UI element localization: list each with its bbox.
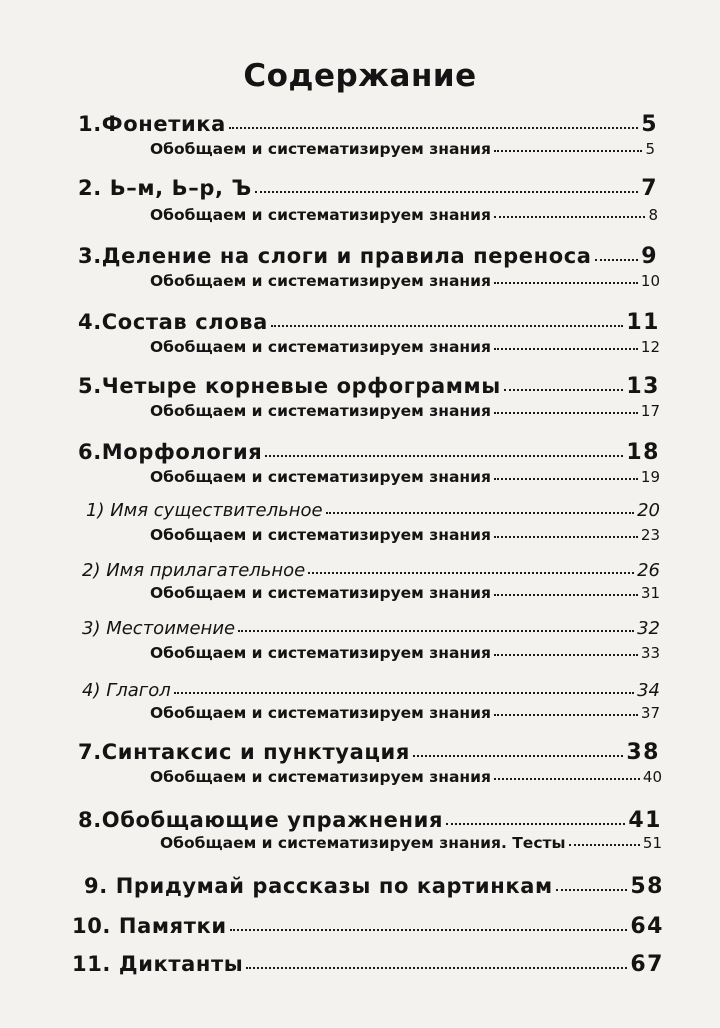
dot-leader xyxy=(569,844,640,846)
toc-subentry-page: 31 xyxy=(640,584,660,602)
dot-leader xyxy=(494,282,638,284)
toc-entry-page: 11 xyxy=(626,310,660,335)
toc-subentry xyxy=(150,768,662,786)
toc-subentry-page: 10 xyxy=(640,272,660,290)
toc-subentry-label: Обобщаем и систематизируем знания xyxy=(150,272,491,290)
dot-leader xyxy=(494,412,638,414)
dot-leader xyxy=(494,594,638,596)
toc-subentry-label: Обобщаем и систематизируем знания xyxy=(150,526,491,544)
toc-entry xyxy=(78,176,658,201)
toc-subentry-page: 5 xyxy=(645,140,655,158)
toc-section xyxy=(86,500,660,521)
dot-leader xyxy=(556,889,628,891)
toc-entry xyxy=(78,310,660,335)
toc-entry xyxy=(78,112,658,137)
toc-subentry-page: 33 xyxy=(640,644,660,662)
toc-section xyxy=(82,618,660,639)
dot-leader xyxy=(595,259,639,261)
toc-entry xyxy=(84,874,664,899)
toc-section xyxy=(82,680,660,701)
toc-entry-page: 67 xyxy=(630,952,664,977)
toc-section-page: 26 xyxy=(637,560,660,581)
toc-subentry xyxy=(150,584,660,602)
page-title: Содержание xyxy=(243,58,477,94)
toc-subentry-page: 40 xyxy=(642,768,662,786)
dot-leader xyxy=(494,150,643,152)
toc-entry-page: 58 xyxy=(630,874,664,899)
toc-subentry xyxy=(150,206,658,224)
toc-subentry-label: Обобщаем и систематизируем знания. Тесты xyxy=(160,834,566,852)
toc-entry xyxy=(78,808,662,833)
dot-leader xyxy=(229,127,638,129)
toc-entry-page: 64 xyxy=(630,914,664,939)
toc-subentry-label: Обобщаем и систематизируем знания xyxy=(150,584,491,602)
toc-section xyxy=(82,560,660,581)
toc-entry-page: 9 xyxy=(641,244,658,269)
toc-subentry xyxy=(150,704,660,722)
toc-subentry-label: Обобщаем и систематизируем знания xyxy=(150,768,491,786)
dot-leader xyxy=(494,478,638,480)
toc-entry-label: 7.Синтаксис и пунктуация xyxy=(78,740,410,764)
toc-entry-label: 5.Четыре корневые орфограммы xyxy=(78,374,501,398)
toc-subentry xyxy=(150,402,660,420)
dot-leader xyxy=(271,325,623,327)
toc-entry-label: 9. Придумай рассказы по картинкам xyxy=(84,874,553,898)
toc-section-page: 32 xyxy=(637,618,660,639)
toc-subentry-label: Обобщаем и систематизируем знания xyxy=(150,140,491,158)
toc-subentry xyxy=(150,272,660,290)
toc-subentry xyxy=(160,834,662,852)
toc-subentry-label: Обобщаем и систематизируем знания xyxy=(150,402,491,420)
toc-entry xyxy=(78,374,660,399)
toc-entry-label: 8.Обобщающие упражнения xyxy=(78,808,444,832)
toc-section-label: 4) Глагол xyxy=(82,680,171,701)
toc-entry-page: 5 xyxy=(641,112,658,137)
toc-subentry xyxy=(150,140,655,158)
dot-leader xyxy=(494,654,638,656)
toc-subentry-label: Обобщаем и систематизируем знания xyxy=(150,704,491,722)
toc-section-page: 20 xyxy=(637,500,660,521)
dot-leader xyxy=(308,572,634,574)
toc-entry-page: 7 xyxy=(641,176,658,201)
dot-leader xyxy=(255,191,638,193)
toc-entry-page: 41 xyxy=(628,808,662,833)
dot-leader xyxy=(494,348,638,350)
toc-entry-label: 2. Ь–м, Ь–р, Ъ xyxy=(78,176,252,200)
toc-entry xyxy=(78,740,660,765)
toc-subentry xyxy=(150,338,660,356)
toc-entry-label: 1.Фонетика xyxy=(78,112,226,136)
toc-entry xyxy=(78,440,660,465)
toc-entry-page: 18 xyxy=(626,440,660,465)
dot-leader xyxy=(494,536,638,538)
dot-leader xyxy=(265,455,623,457)
toc-subentry-page: 8 xyxy=(648,206,658,224)
toc-subentry-page: 12 xyxy=(640,338,660,356)
toc-subentry-page: 37 xyxy=(640,704,660,722)
toc-subentry-page: 17 xyxy=(640,402,660,420)
toc-subentry xyxy=(150,468,660,486)
dot-leader xyxy=(446,823,625,825)
toc-subentry-page: 23 xyxy=(640,526,660,544)
dot-leader xyxy=(504,389,624,391)
dot-leader xyxy=(413,755,623,757)
toc-entry-label: 11. Диктанты xyxy=(72,952,244,976)
toc-entry-label: 4.Состав слова xyxy=(78,310,268,334)
dot-leader xyxy=(494,714,638,716)
toc-subentry-label: Обобщаем и систематизируем знания xyxy=(150,644,491,662)
toc-entry-page: 13 xyxy=(626,374,660,399)
dot-leader xyxy=(246,967,627,969)
toc-section-label: 1) Имя существительное xyxy=(86,500,323,521)
toc-entry-label: 10. Памятки xyxy=(72,914,227,938)
toc-subentry-page: 19 xyxy=(640,468,660,486)
toc-entry xyxy=(72,952,664,977)
dot-leader xyxy=(326,512,635,514)
dot-leader xyxy=(174,692,634,694)
dot-leader xyxy=(494,216,646,218)
dot-leader xyxy=(238,630,634,632)
toc-subentry xyxy=(150,526,660,544)
toc-entry xyxy=(72,914,664,939)
toc-subentry-label: Обобщаем и систематизируем знания xyxy=(150,338,491,356)
toc-section-page: 34 xyxy=(637,680,660,701)
toc-section-label: 3) Местоимение xyxy=(82,618,236,639)
toc-subentry-label: Обобщаем и систематизируем знания xyxy=(150,206,491,224)
dot-leader xyxy=(230,929,628,931)
toc-entry-page: 38 xyxy=(626,740,660,765)
toc-subentry-page: 51 xyxy=(642,834,662,852)
toc-entry-label: 3.Деление на слоги и правила переноса xyxy=(78,244,592,268)
toc-entry xyxy=(78,244,658,269)
dot-leader xyxy=(494,778,640,780)
toc-subentry xyxy=(150,644,660,662)
toc-section-label: 2) Имя прилагательное xyxy=(82,560,306,581)
toc-subentry-label: Обобщаем и систематизируем знания xyxy=(150,468,491,486)
toc-entry-label: 6.Морфология xyxy=(78,440,263,464)
